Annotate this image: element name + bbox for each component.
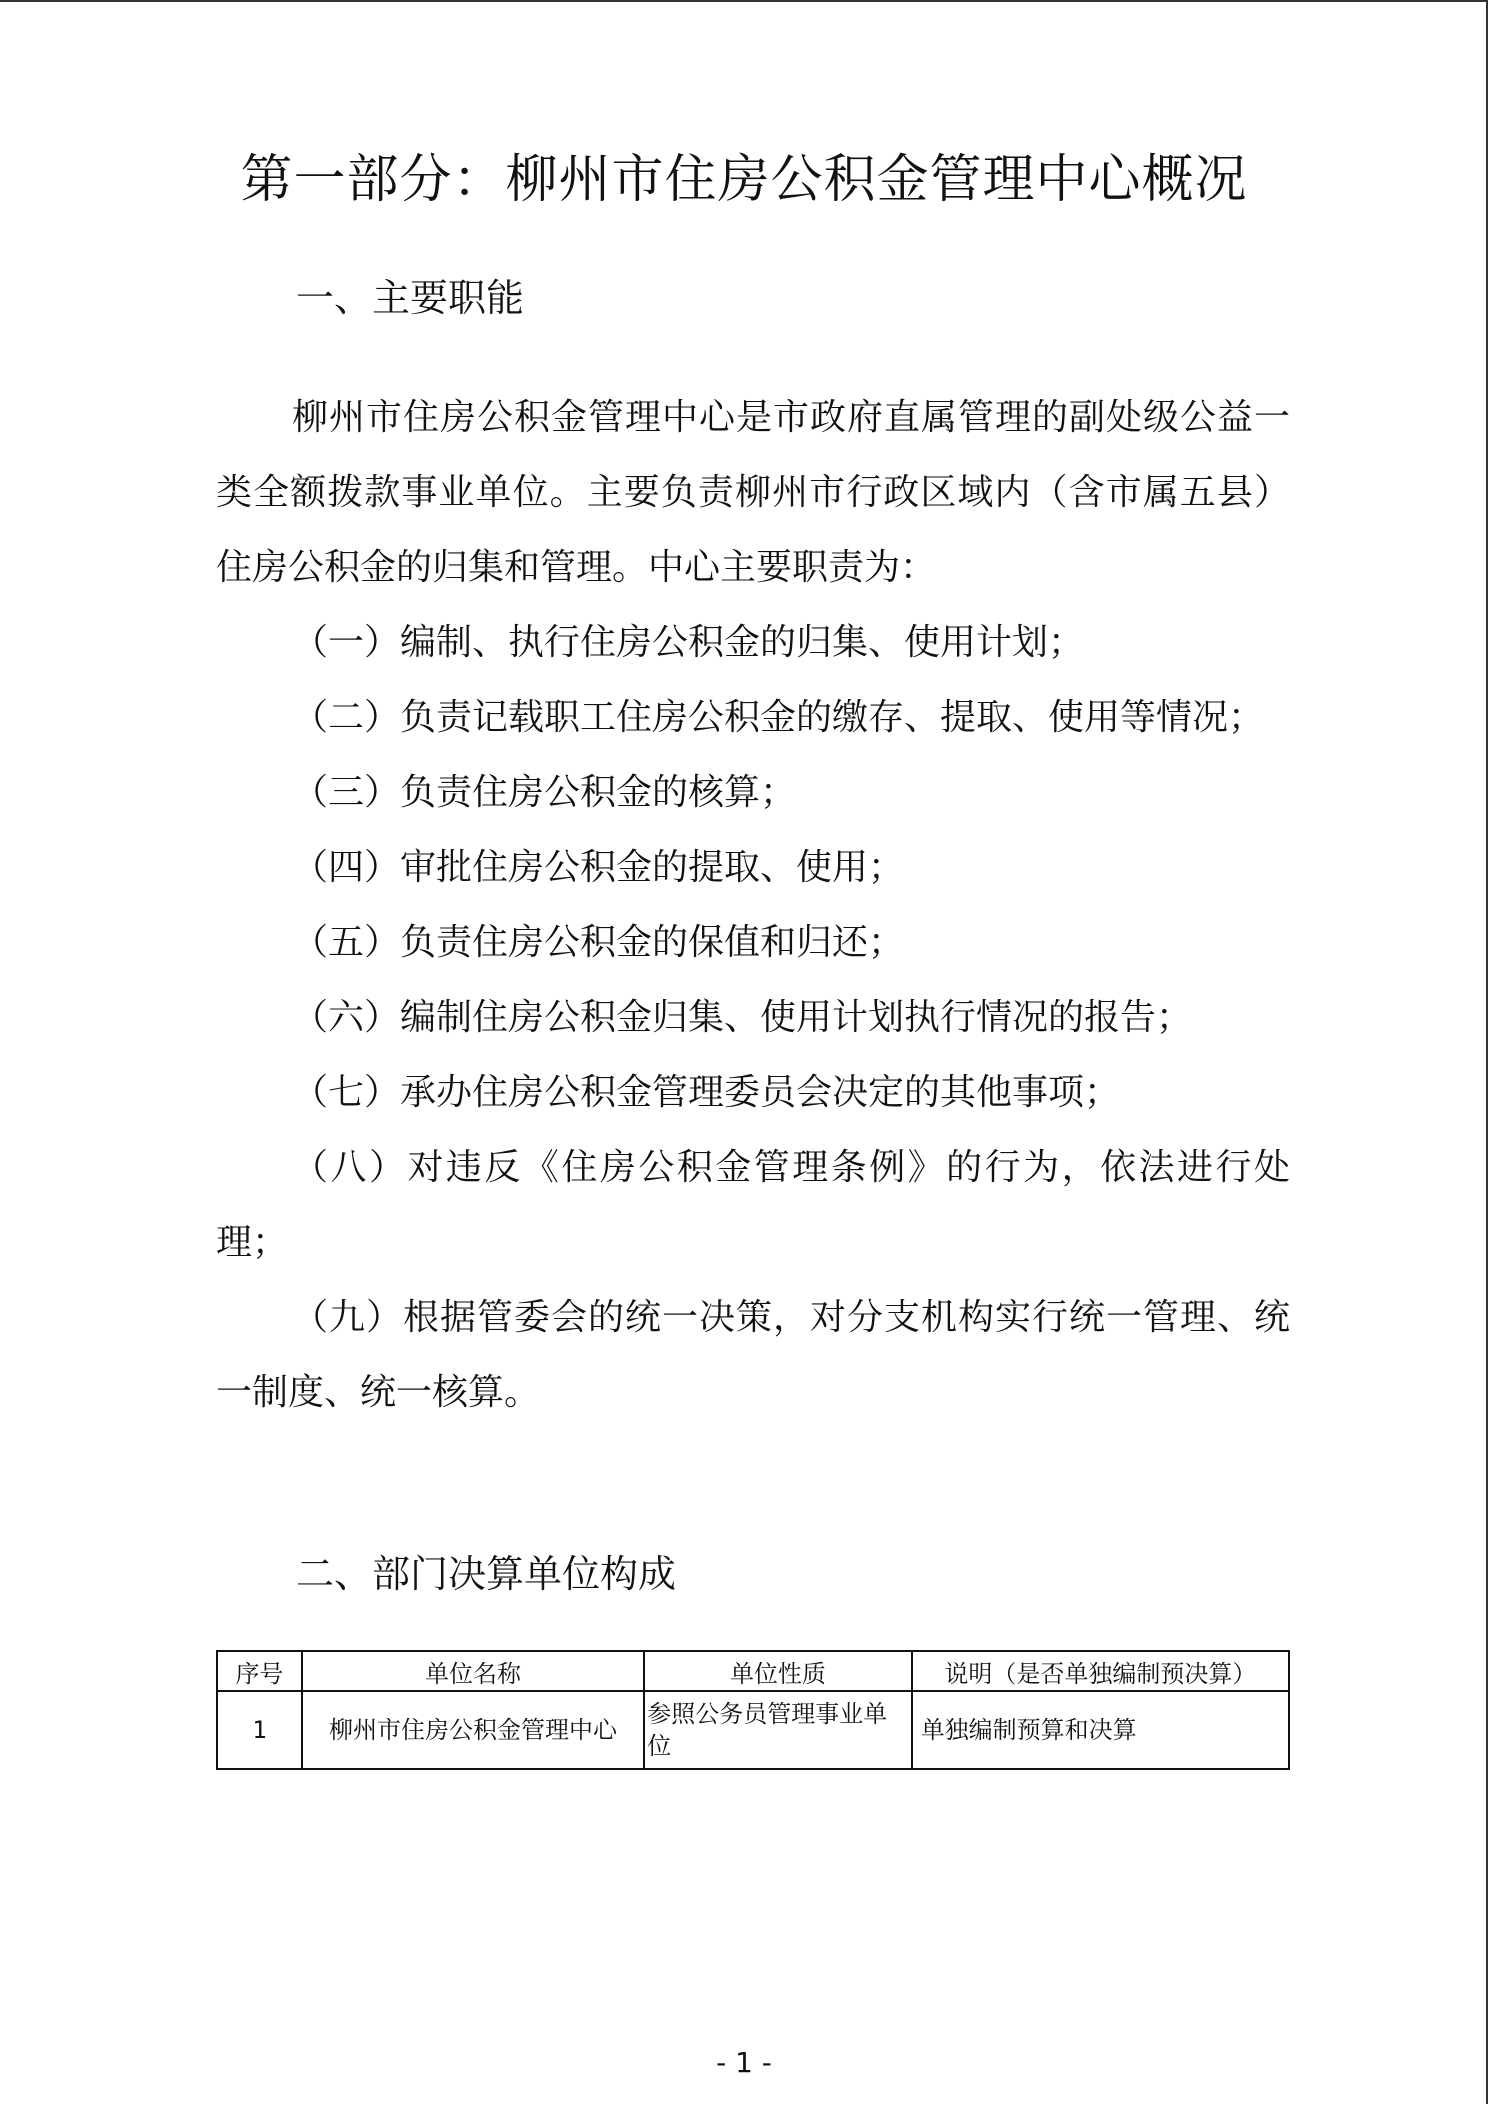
cell-serial-number: 1 xyxy=(217,1691,302,1769)
unit-composition-table-wrapper xyxy=(216,1650,1290,1770)
duty-item-5: （五）负责住房公积金的保值和归还； xyxy=(292,922,905,963)
page-number: - 1 - xyxy=(716,2046,772,2079)
section-heading-unit-composition: 二、部门决算单位构成 xyxy=(296,1552,677,1596)
duty-item-3: （三）负责住房公积金的核算； xyxy=(292,772,797,813)
intro-paragraph: 柳州市住房公积金管理中心是市政府直属管理的副处级公益一类全额拨款事业单位。主要负责柳州市行政区域内（含市属五县）住房公积金的归集和管理。中心主要职责为： xyxy=(216,397,1290,588)
cell-unit-name: 柳州市住房公积金管理中心 xyxy=(302,1691,644,1769)
duty-item-2: （二）负责记载职工住房公积金的缴存、提取、使用等情况； xyxy=(292,697,1265,738)
table-header-row xyxy=(217,1651,1289,1691)
duty-item-1: （一）编制、执行住房公积金的归集、使用计划； xyxy=(292,622,1085,663)
main-functions-body xyxy=(216,380,1290,1430)
duty-item-9: （九）根据管委会的统一决策，对分支机构实行统一管理、统一制度、统一核算。 xyxy=(216,1297,1290,1413)
header-description: 说明（是否单独编制预决算） xyxy=(912,1651,1289,1691)
cell-unit-nature: 参照公务员管理事业单位 xyxy=(644,1691,911,1769)
duty-item-4: （四）审批住房公积金的提取、使用； xyxy=(292,847,905,888)
page-title: 第一部分：柳州市住房公积金管理中心概况 xyxy=(240,150,1248,210)
table-row xyxy=(217,1691,1289,1769)
header-serial-number: 序号 xyxy=(217,1651,302,1691)
unit-composition-table xyxy=(216,1650,1290,1770)
duty-item-8: （八）对违反《住房公积金管理条例》的行为，依法进行处理； xyxy=(216,1147,1290,1263)
section-heading-main-functions: 一、主要职能 xyxy=(296,276,525,320)
header-unit-name: 单位名称 xyxy=(302,1651,644,1691)
page-top-border xyxy=(0,0,1488,2)
duty-item-6: （六）编制住房公积金归集、使用计划执行情况的报告； xyxy=(292,997,1193,1038)
header-unit-nature: 单位性质 xyxy=(644,1651,911,1691)
cell-description: 单独编制预算和决算 xyxy=(912,1691,1289,1769)
duty-item-7: （七）承办住房公积金管理委员会决定的其他事项； xyxy=(292,1072,1121,1113)
